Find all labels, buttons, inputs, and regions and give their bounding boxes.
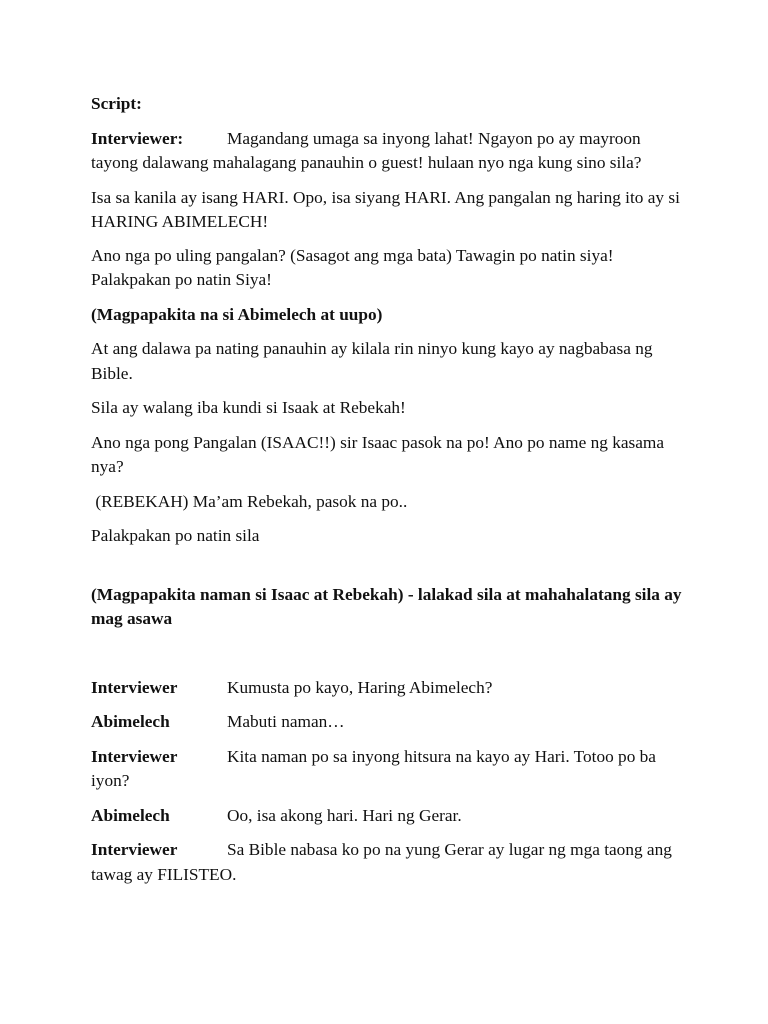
paragraph: At ang dalawa pa nating panauhin ay kilala rin ninyo kung kayo ay nagbabasa ng Bible. bbox=[91, 339, 653, 383]
speaker-label: Interviewer: bbox=[91, 128, 184, 148]
speaker-label: Interviewer bbox=[91, 746, 178, 766]
paragraph: Palakpakan po natin sila bbox=[91, 526, 260, 545]
line-text: Kumusta po kayo, Haring Abimelech? bbox=[227, 677, 493, 697]
dialogue-line bbox=[91, 710, 691, 735]
line-text: Oo, isa akong hari. Hari ng Gerar. bbox=[227, 805, 462, 825]
line-text: Mabuti naman… bbox=[227, 712, 345, 731]
speaker-label: Abimelech bbox=[91, 805, 170, 825]
document-page bbox=[91, 92, 691, 897]
dialogue-line bbox=[91, 804, 691, 829]
speaker-label: Interviewer bbox=[91, 677, 178, 697]
speaker-label: Abimelech bbox=[91, 712, 170, 731]
line-text: Sa Bible nabasa ko po na yung Gerar ay lugar ng mga taong ang tawag ay FILISTEO. bbox=[91, 840, 672, 884]
dialogue-line bbox=[91, 838, 691, 887]
paragraph: (REBEKAH) Ma’am Rebekah, pasok na po.. bbox=[91, 491, 408, 511]
line-text: Magandang umaga sa inyong lahat! Ngayon po ay mayroon tayong dalawang mahalagang panauhin o guest! hulaan nyo nga kung sino sila? bbox=[91, 128, 642, 172]
line-text: Kita naman po sa inyong hitsura na kayo ay Hari. Totoo po ba iyon? bbox=[91, 746, 656, 790]
intro-line bbox=[91, 127, 691, 176]
dialogue-line bbox=[91, 676, 691, 701]
paragraph: Ano nga po uling pangalan? (Sasagot ang mga bata) Tawagin po natin siya! Palakpakan po natin Siya! bbox=[91, 245, 614, 289]
stage-direction: (Magpapakita naman si Isaac at Rebekah) - lalakad sila at mahahalatang sila ay mag asawa bbox=[91, 584, 682, 628]
speaker-label: Interviewer bbox=[91, 840, 178, 859]
paragraph: Ano nga pong Pangalan (ISAAC!!) sir Isaac pasok na po! Ano po name ng kasama nya? bbox=[91, 432, 665, 476]
stage-direction: (Magpapakita na si Abimelech at uupo) bbox=[91, 304, 383, 324]
paragraph: Isa sa kanila ay isang HARI. Opo, isa siyang HARI. Ang pangalan ng haring ito ay si HARING ABIMELECH! bbox=[91, 187, 680, 231]
paragraph: Sila ay walang iba kundi si Isaak at Rebekah! bbox=[91, 398, 406, 417]
script-heading: Script: bbox=[91, 94, 142, 113]
dialogue-line bbox=[91, 745, 691, 794]
